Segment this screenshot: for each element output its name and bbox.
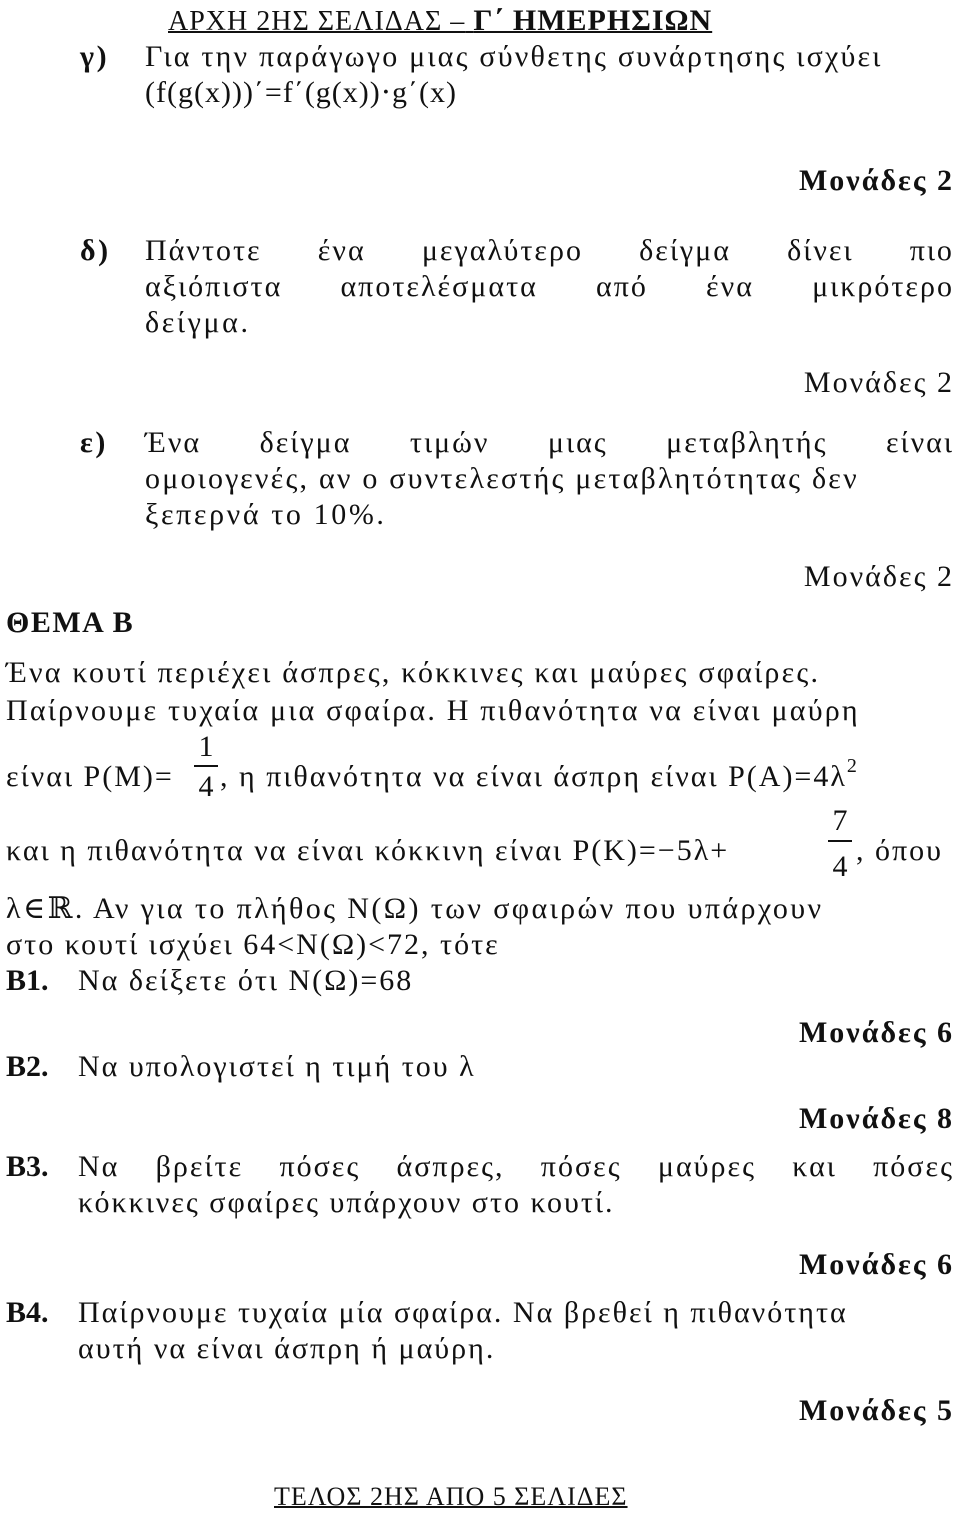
word: αποτελέσματα bbox=[340, 270, 538, 303]
lambda-condition: λ∈ℝ. Αν για το πλήθος Ν(Ω) των σφαιρών που υπάρχουν bbox=[6, 892, 824, 925]
item-e-label: ε) bbox=[80, 426, 109, 459]
item-e-line3: ξεπερνά το 10%. bbox=[145, 498, 387, 531]
fraction-1-bar bbox=[194, 765, 218, 767]
b2-marks: Μονάδες 8 bbox=[798, 1102, 954, 1135]
item-d-label: δ) bbox=[80, 234, 111, 267]
word: πόσες bbox=[873, 1150, 954, 1183]
word: βρείτε bbox=[155, 1150, 244, 1183]
prob-white-exponent: 2 bbox=[846, 755, 859, 777]
prob-white-text bbox=[220, 755, 859, 793]
item-e-marks: Μονάδες 2 bbox=[803, 560, 954, 593]
word: μαύρες bbox=[657, 1150, 756, 1183]
count-condition: στο κουτί ισχύει 64<Ν(Ω)<72, τότε bbox=[6, 928, 500, 961]
word: είναι bbox=[885, 426, 954, 459]
page-footer: ΤΕΛΟΣ 2ΗΣ ΑΠΟ 5 ΣΕΛΙΔΕΣ bbox=[274, 1482, 628, 1511]
b1-marks: Μονάδες 6 bbox=[798, 1016, 954, 1049]
fraction-2-bar bbox=[828, 840, 852, 842]
word: πόσες bbox=[279, 1150, 361, 1183]
fraction-2-numerator: 7 bbox=[832, 804, 848, 837]
word: δίνει bbox=[787, 234, 854, 267]
prob-black-text: είναι P(M)= bbox=[6, 760, 174, 793]
word: από bbox=[596, 270, 648, 303]
item-e-line1 bbox=[145, 428, 954, 458]
word: δείγμα bbox=[639, 234, 731, 267]
fraction-1-denominator: 4 bbox=[198, 770, 214, 803]
b3-marks: Μονάδες 6 bbox=[798, 1248, 954, 1281]
word: δείγμα bbox=[259, 426, 352, 459]
b4-label: Β4. bbox=[6, 1296, 49, 1329]
header-bold: Γ΄ ΗΜΕΡΗΣΙΩΝ bbox=[473, 4, 713, 37]
b3-label: Β3. bbox=[6, 1150, 49, 1183]
prob-red-tail: , όπου bbox=[856, 834, 943, 867]
item-g-line1: Για την παράγωγο μιας σύνθετης συνάρτησης ισχύει bbox=[145, 40, 883, 73]
b4-line2: αυτή να είναι άσπρη ή μαύρη. bbox=[78, 1332, 496, 1365]
word: τιμών bbox=[409, 426, 490, 459]
item-d-line1 bbox=[145, 236, 954, 266]
prob-red-text: και η πιθανότητα να είναι κόκκινη είναι P(K)=−5λ+ bbox=[6, 834, 730, 867]
word: μεταβλητής bbox=[666, 426, 828, 459]
item-g-label: γ) bbox=[80, 40, 110, 73]
word: μεγαλύτερο bbox=[421, 234, 583, 267]
fraction-2-denominator: 4 bbox=[832, 850, 848, 883]
word: άσπρες, bbox=[396, 1150, 505, 1183]
b2-text: Να υπολογιστεί η τιμή του λ bbox=[78, 1050, 476, 1083]
word: μικρότερο bbox=[812, 270, 954, 303]
header-prefix: ΑΡΧΗ 2ΗΣ ΣΕΛΙΔΑΣ – bbox=[168, 6, 466, 37]
b3-line2: κόκκινες σφαίρες υπάρχουν στο κουτί. bbox=[78, 1186, 615, 1219]
theme-b-intro-2: Παίρνουμε τυχαία μια σφαίρα. Η πιθανότητα να είναι μαύρη bbox=[6, 694, 860, 727]
word: Ένα bbox=[145, 426, 202, 459]
theme-b-intro-1: Ένα κουτί περιέχει άσπρες, κόκκινες και μαύρες σφαίρες. bbox=[6, 656, 821, 689]
word: και bbox=[792, 1150, 837, 1183]
b1-text: Να δείξετε ότι Ν(Ω)=68 bbox=[78, 964, 414, 997]
b2-label: Β2. bbox=[6, 1050, 49, 1083]
b1-label: Β1. bbox=[6, 964, 49, 997]
b4-marks: Μονάδες 5 bbox=[798, 1394, 954, 1427]
word: πόσες bbox=[540, 1150, 622, 1183]
item-g-marks: Μονάδες 2 bbox=[798, 164, 954, 197]
item-g-formula: (f(g(x)))΄=f΄(g(x))⋅g΄(x) bbox=[145, 76, 458, 109]
item-d-marks: Μονάδες 2 bbox=[803, 366, 954, 399]
word: Να bbox=[78, 1150, 120, 1183]
b3-line1 bbox=[78, 1152, 954, 1182]
item-e-line2: ομοιογενές, αν ο συντελεστής μεταβλητότητας δεν bbox=[145, 462, 859, 495]
fraction-1-numerator: 1 bbox=[198, 730, 214, 763]
word: ένα bbox=[317, 234, 366, 267]
item-d-line3: δείγμα. bbox=[145, 306, 251, 339]
word: αξιόπιστα bbox=[145, 270, 283, 303]
item-d-line2 bbox=[145, 272, 954, 302]
theme-b-title: ΘΕΜΑ Β bbox=[6, 606, 135, 639]
prob-white-main: , η πιθανότητα να είναι άσπρη είναι P(A)=4λ bbox=[220, 760, 847, 793]
word: ένα bbox=[706, 270, 754, 303]
word: μιας bbox=[547, 426, 608, 459]
page-header bbox=[168, 4, 712, 38]
b4-line1: Παίρνουμε τυχαία μία σφαίρα. Να βρεθεί η πιθανότητα bbox=[78, 1296, 848, 1329]
word: πιο bbox=[909, 234, 954, 267]
word: Πάντοτε bbox=[145, 234, 262, 267]
